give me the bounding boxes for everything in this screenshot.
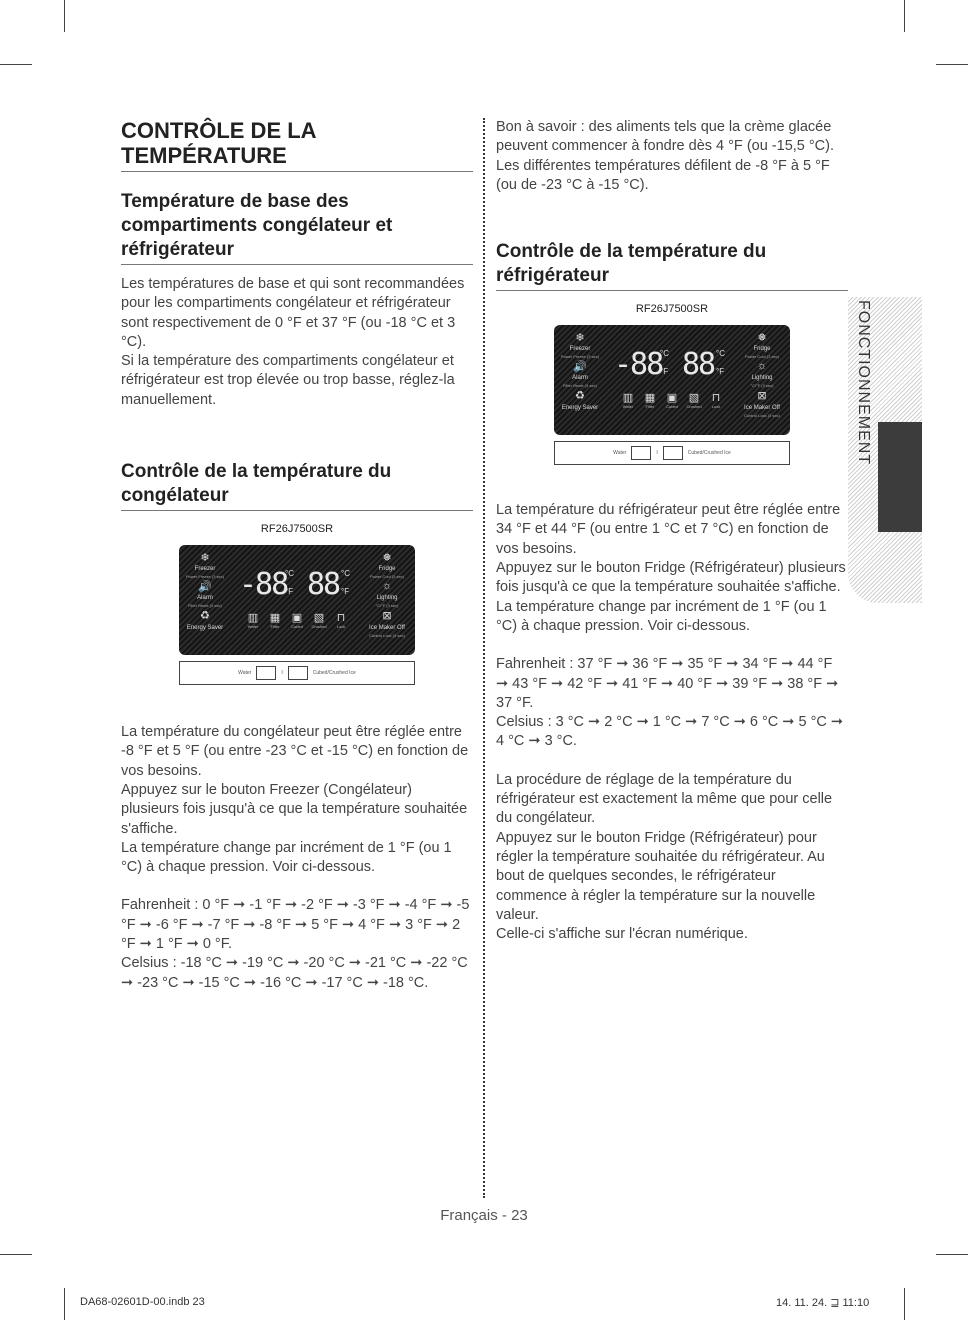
- lock-label: Lock: [336, 624, 346, 630]
- note-para1: Bon à savoir : des aliments tels que la crème glacée peuvent commencer à fondre dès 4 °F (ou -15,5 °C).: [496, 119, 835, 155]
- alarm-sublabel: Filter Reset (3 sec): [188, 603, 222, 609]
- alarm-label: Alarm: [197, 595, 213, 602]
- lighting-sublabel: °C/°F (3 sec): [750, 383, 774, 389]
- lock-label: Lock: [711, 404, 721, 410]
- page-footer: Français - 23: [440, 1207, 528, 1224]
- cubed-ice-icon: ▣: [291, 612, 303, 625]
- freezer-unit-c: °C: [660, 349, 669, 359]
- crop-mark: [0, 1254, 32, 1255]
- strip-separator: I: [281, 670, 283, 677]
- note-text: [496, 118, 848, 195]
- strip-water-label: Water: [238, 670, 252, 677]
- fridge-display-digits: 88: [682, 347, 715, 383]
- freezer-text: [121, 723, 473, 877]
- fridge-icon: ❅: [757, 332, 767, 345]
- freezer-sublabel: Power Freeze (3 sec): [185, 574, 225, 580]
- freezer-unit-f: °F: [285, 587, 294, 597]
- column-divider: [483, 118, 485, 1198]
- crop-mark: [64, 1288, 65, 1320]
- freezer-unit-c: °C: [285, 569, 294, 579]
- base-temperature-para2: Si la température des compartiments congélateur et réfrigérateur est trop élevée ou trop basse, réglez-la manuellement.: [121, 353, 455, 408]
- ice-maker-label: Ice Maker Off: [369, 625, 405, 632]
- crop-mark: [0, 64, 32, 65]
- energy-saver-label: Energy Saver: [186, 625, 224, 632]
- filter-label: Filter: [645, 404, 655, 410]
- fridge-sublabel: Power Cool (3 sec): [369, 574, 404, 580]
- fridge-para1: La température du réfrigérateur peut être réglée entre 34 °F et 44 °F (ou entre 1 °C et 7 °C) en fonction de vos besoins.: [496, 502, 841, 557]
- freezer-label: Freezer: [569, 346, 591, 353]
- alarm-label: Alarm: [572, 375, 588, 382]
- fridge-sequence: [496, 655, 848, 751]
- lighting-sublabel: °C/°F (3 sec): [375, 603, 399, 609]
- control-panel: [179, 545, 415, 655]
- base-temperature-para1: Les températures de base et qui sont recommandées pour les compartiments congélateur et réfrigérateur sont respectivement de 0 °F et 37 °F (ou -18 °C et 3 °C).: [121, 276, 465, 350]
- fridge-sublabel: Power Cool (3 sec): [744, 354, 779, 360]
- crop-mark: [904, 1288, 905, 1320]
- filter-label: Filter: [270, 624, 280, 630]
- lock-icon: ⊓: [711, 392, 721, 405]
- procedure-para2: Appuyez sur le bouton Fridge (Réfrigérateur) pour régler la température souhaitée du réfrigérateur. Au bout de quelques secondes, le réfrigérateur commence à régler la température sur la nouvelle valeur.: [496, 829, 825, 923]
- freezer-para3: La température change par incrément de 1 °F (ou 1 °C) à chaque pression. Voir ci-dessous.: [121, 839, 452, 876]
- alarm-icon: 🔊: [198, 581, 212, 594]
- water-button: [631, 446, 651, 460]
- fridge-celsius-sequence: Celsius : 3 °C ➞ 2 °C ➞ 1 °C ➞ 7 °C ➞ 6 °C ➞ 5 °C ➞ 4 °C ➞ 3 °C.: [496, 714, 844, 750]
- fridge-text: [496, 501, 848, 636]
- water-icon: ▥: [247, 612, 259, 625]
- water-button: [256, 666, 276, 680]
- freezer-sublabel: Power Freeze (3 sec): [560, 354, 600, 360]
- crushed-ice-icon: ▧: [313, 612, 325, 625]
- ice-maker-sublabel: Control Lock (3 sec): [744, 413, 780, 419]
- lock-icon: ⊓: [336, 612, 346, 625]
- ice-maker-icon: ⊠: [382, 610, 392, 623]
- ice-maker-label: Ice Maker Off: [744, 405, 780, 412]
- energy-saver-label: Energy Saver: [561, 405, 599, 412]
- freezer-para2: Appuyez sur le bouton Freezer (Congélateur) plusieurs fois jusqu'à ce que la température souhaitée s'affiche.: [121, 781, 468, 837]
- freezer-control-heading: Contrôle de la température du congélateur: [121, 460, 473, 511]
- freezer-display-digits: -88: [239, 567, 288, 603]
- fridge-unit-c: °C: [341, 569, 350, 579]
- crop-mark: [936, 64, 968, 65]
- strip-separator: I: [656, 450, 658, 457]
- fridge-para2: Appuyez sur le bouton Fridge (Réfrigérateur) plusieurs fois jusqu'à ce que la température souhaitée s'affiche. La température change par incrément de 1 °F (ou 1 °C) à chaque pression. Voir ci-dessous.: [496, 560, 846, 634]
- alarm-icon: 🔊: [573, 361, 587, 374]
- freezer-icon: ❄: [575, 332, 585, 345]
- side-tab-marker: [878, 422, 922, 532]
- dispenser-strip: [554, 441, 790, 465]
- model-number: RF26J7500SR: [635, 303, 709, 316]
- base-temperature-text: [121, 275, 473, 410]
- section-title: CONTRÔLE DE LA TEMPÉRATURE: [121, 118, 473, 172]
- crop-mark: [904, 0, 905, 32]
- freezer-icon: ❄: [200, 552, 210, 565]
- lighting-label: Lighting: [751, 375, 773, 382]
- imprint-date: 14. 11. 24. ⊒ 11:10: [776, 1297, 870, 1309]
- filter-icon: ▦: [269, 612, 281, 625]
- ice-maker-icon: ⊠: [757, 390, 767, 403]
- alarm-sublabel: Filter Reset (3 sec): [563, 383, 597, 389]
- fridge-fahrenheit-sequence: Fahrenheit : 37 °F ➞ 36 °F ➞ 35 °F ➞ 34 °F ➞ 44 °F ➞ 43 °F ➞ 42 °F ➞ 41 °F ➞ 40 °F ➞ 39 °F ➞ 38 °F ➞ 37 °F.: [496, 656, 839, 711]
- procedure-para3: Celle-ci s'affiche sur l'écran numérique.: [496, 926, 748, 943]
- freezer-celsius-sequence: Celsius : -18 °C ➞ -19 °C ➞ -20 °C ➞ -21 °C ➞ -22 °C ➞ -23 °C ➞ -15 °C ➞ -16 °C ➞ -17 °C ➞ -18 °C.: [121, 955, 468, 991]
- procedure-text: [496, 771, 848, 945]
- freezer-para1: La température du congélateur peut être réglée entre -8 °F et 5 °F (ou entre -23 °C et -15 °C) en fonction de vos besoins.: [121, 724, 469, 779]
- cubed-ice-label: Cubed: [666, 404, 678, 410]
- fridge-label: Fridge: [753, 346, 771, 353]
- strip-ice-label: Cubed/Crushed Ice: [687, 450, 731, 457]
- fridge-unit-c: °C: [716, 349, 725, 359]
- control-panel-illustration: [179, 545, 415, 685]
- note-para2: Les différentes températures défilent de -8 °F à 5 °F (ou de -23 °C à -15 °C).: [496, 157, 830, 193]
- fridge-icon: ❅: [382, 552, 392, 565]
- freezer-label: Freezer: [194, 566, 216, 573]
- strip-water-label: Water: [613, 450, 627, 457]
- control-panel: [554, 325, 790, 435]
- strip-ice-label: Cubed/Crushed Ice: [312, 670, 356, 677]
- dispenser-strip: [179, 661, 415, 685]
- base-temperature-heading: Température de base des compartiments congélateur et réfrigérateur: [121, 190, 473, 265]
- freezer-sequence: [121, 896, 473, 992]
- cubed-ice-icon: ▣: [666, 392, 678, 405]
- crushed-ice-label: Crushed: [686, 404, 702, 410]
- filter-icon: ▦: [644, 392, 656, 405]
- fridge-unit-f: °F: [341, 587, 350, 597]
- freezer-display-digits: -88: [614, 347, 663, 383]
- control-panel-illustration: [554, 325, 790, 465]
- ice-button: [288, 666, 308, 680]
- imprint-file: DA68-02601D-00.indb 23: [80, 1296, 205, 1308]
- freezer-fahrenheit-sequence: Fahrenheit : 0 °F ➞ -1 °F ➞ -2 °F ➞ -3 °F ➞ -4 °F ➞ -5 °F ➞ -6 °F ➞ -7 °F ➞ -8 °F ➞ 5 °F ➞ 4 °F ➞ 3 °F ➞ 2 °F ➞ 1 °F ➞ 0 °F.: [121, 897, 470, 953]
- right-column: [496, 118, 848, 944]
- side-tab-label: FONCTIONNEMENT: [855, 300, 872, 466]
- procedure-para1: La procédure de réglage de la température du réfrigérateur est exactement la même que pour celle du congélateur.: [496, 771, 833, 827]
- fridge-label: Fridge: [378, 566, 396, 573]
- energy-saver-icon: ♻: [200, 610, 210, 623]
- lighting-icon: ☼: [381, 580, 393, 593]
- water-icon: ▥: [622, 392, 634, 405]
- water-label: Water: [622, 404, 634, 410]
- fridge-display-digits: 88: [307, 567, 340, 603]
- model-number: RF26J7500SR: [260, 523, 334, 536]
- cubed-ice-label: Cubed: [291, 624, 303, 630]
- lighting-label: Lighting: [376, 595, 398, 602]
- ice-maker-sublabel: Control Lock (3 sec): [369, 633, 405, 639]
- freezer-unit-f: °F: [660, 367, 669, 377]
- crop-mark: [936, 1254, 968, 1255]
- water-label: Water: [247, 624, 259, 630]
- left-column: [121, 118, 473, 993]
- fridge-unit-f: °F: [716, 367, 725, 377]
- crushed-ice-label: Crushed: [311, 624, 327, 630]
- fridge-control-heading: Contrôle de la température du réfrigérateur: [496, 240, 848, 291]
- crushed-ice-icon: ▧: [688, 392, 700, 405]
- crop-mark: [64, 0, 65, 32]
- energy-saver-icon: ♻: [575, 390, 585, 403]
- ice-button: [663, 446, 683, 460]
- lighting-icon: ☼: [756, 360, 768, 373]
